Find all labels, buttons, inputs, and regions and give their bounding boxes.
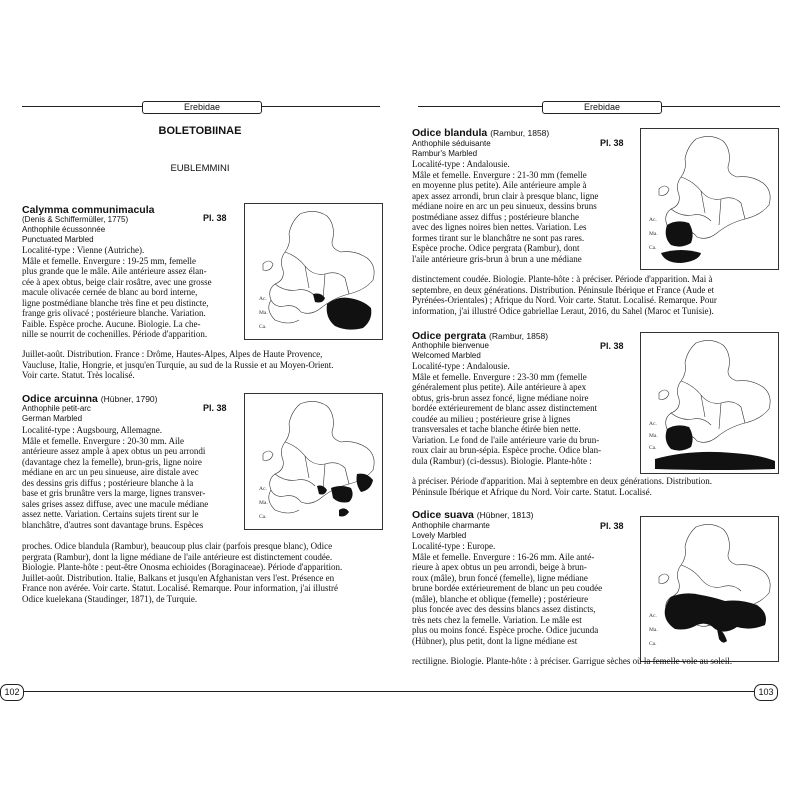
text-line: Espèce proche. Odice pergrata (Rambur), dont — [412, 243, 580, 253]
page-number-left: 102 — [0, 684, 24, 701]
distribution-map — [640, 128, 779, 270]
map-label-ca: Ca. — [649, 445, 657, 451]
english-name: Rambur's Marbled — [412, 149, 478, 158]
species-name: Odice arcuinna (Hübner, 1790) — [22, 393, 158, 405]
text-line: Faible. Espèce proche. Aucune. Biologie. La che- — [22, 318, 201, 329]
tribe-heading: EUBLEMMINI — [170, 163, 230, 174]
text-line: Mâle et femelle. Envergure : 16-26 mm. Aile anté- — [412, 551, 595, 562]
english-name: Welcomed Marbled — [412, 351, 481, 360]
text-line: Mâle et femelle. Envergure : 23-30 mm (femelle — [412, 371, 587, 382]
header-rule-left — [22, 106, 142, 107]
text-line: Pyrénées-Orientales) ; Afrique du Nord. Voir carte. Statut. Localisé. Remarque. Pour — [412, 295, 717, 305]
text-line: nille se nourrit de cochenilles. Période d'apparition. — [22, 329, 208, 339]
species-name: Odice pergrata (Rambur, 1858) — [412, 330, 549, 342]
text-line: généralement plus petite). Aile antérieure à apex — [412, 382, 587, 392]
species-body-narrow — [22, 245, 240, 340]
english-name: German Marbled — [22, 414, 83, 423]
running-header-left: Erebidae — [142, 101, 262, 114]
text-line: Voir carte. Statut. Très localisé. — [22, 370, 135, 380]
text-line: médiane en arc un peu sinueuse, aire distale avec — [22, 467, 199, 477]
map-label-ca: Ca. — [649, 245, 657, 251]
text-line: roux clair au brun-sépia. Espèce proche. Odice blan- — [412, 445, 602, 455]
text-line: dula (Rambur) (ci-dessus). Biologie. Plante-hôte : — [412, 455, 592, 466]
species-body-wide — [412, 656, 782, 667]
text-line: septembre, en deux générations. Distribution. Péninsule Ibérique et France (Aude et — [412, 284, 715, 295]
text-line: Biologie. Plante-hôte : peut-être Onosma echioides (Boraginaceae). Période d'apparition. — [22, 562, 343, 572]
text-line: Localité-type : Europe. — [412, 541, 496, 551]
europe-map-svg — [641, 129, 778, 269]
english-name: Punctuated Marbled — [22, 235, 94, 244]
text-line: Juillet-août. Distribution. Italie, Balkans et jusqu'en Afghanistan vers l'est. Présence en — [22, 572, 335, 583]
text-line: plus grande que le mâle. Aile antérieure assez élan- — [22, 266, 207, 276]
species-name: Calymma communimacula — [22, 204, 155, 216]
footer-rule-right — [400, 691, 754, 692]
species-author: (Denis & Schiffermüller, 1775) — [22, 215, 129, 224]
species-name: Odice blandula (Rambur, 1858) — [412, 127, 550, 139]
page-number-right: 103 — [754, 684, 778, 701]
text-line: macule olivacée cernée de blanc au bord interne, — [22, 287, 198, 297]
text-line: obtus, gris-brun assez foncé, ligne médiane noire — [412, 392, 589, 403]
species-body-narrow — [412, 361, 636, 466]
distribution-map — [640, 332, 779, 474]
text-line: Vaucluse, Italie, Hongrie, et jusqu'en Turquie, au sud de la Russie et au Moyen-Orient. — [22, 359, 334, 370]
map-label-ma: Ma. — [649, 231, 658, 237]
europe-map-svg — [245, 394, 382, 529]
text-line: Odice kuelekana (Staudinger, 1871), de Turquie. — [22, 593, 198, 604]
text-line: base et gris brunâtre vers la marge, lignes transver- — [22, 488, 206, 498]
right-page — [400, 0, 800, 800]
plate-ref: Pl. 38 — [203, 213, 227, 223]
text-line: frange gris olivacé ; postérieure blanche. Variation. — [22, 308, 206, 318]
text-line: (davantage chez la femelle), brun-gris, ligne noire — [22, 456, 202, 467]
footer-rule-left — [24, 691, 400, 692]
text-line: roux (mâle), brun foncé (femelle), ligne médiane — [412, 572, 588, 583]
map-label-ac: Ac. — [649, 613, 657, 619]
text-line: sales grises assez diffuse, avec une macule médiane — [22, 498, 209, 509]
text-line: information, j'ai illustré Odice gabriellae Leraut, 2016, du Sahel (Maroc et Tunisie). — [412, 305, 714, 316]
text-line: Péninsule Ibérique et Afrique du Nord. Voir carte. Statut. Localisé. — [412, 486, 652, 497]
map-label-ma: Ma. — [259, 310, 268, 316]
text-line: Localité-type : Andalousie. — [412, 159, 510, 169]
map-label-ma: Ma. — [649, 433, 658, 439]
english-name: Lovely Marbled — [412, 531, 467, 540]
running-header-right: Erebidae — [542, 101, 662, 114]
text-line: proches. Odice blandula (Rambur), beaucoup plus clair (parfois presque blanc), Odice — [22, 541, 333, 551]
french-name: Anthophile bienvenue — [412, 341, 489, 350]
species-name: Odice suava (Hübner, 1813) — [412, 509, 534, 521]
text-line: plus ou moins foncé. Espèce proche. Odice jucunda — [412, 625, 599, 635]
text-line: formes tirant sur le blanchâtre ne sont pas rares. — [412, 232, 585, 243]
text-line: Localité-type : Augsbourg, Allemagne. — [22, 425, 163, 435]
text-line: médiane noire en arc un peu sinueux, dessins bruns — [412, 201, 597, 211]
europe-map-svg — [641, 333, 778, 473]
plate-ref: Pl. 38 — [600, 138, 624, 148]
text-line: Mâle et femelle. Envergure : 21-30 mm (femelle — [412, 169, 587, 180]
header-rule-right — [662, 106, 780, 107]
text-line: assez nette. Variation. Certains sujets tirent sur le — [22, 509, 199, 519]
plate-ref: Pl. 38 — [600, 341, 624, 351]
text-line: postmédiane assez diffus ; postérieure blanche — [412, 211, 580, 222]
species-body-wide — [412, 274, 782, 316]
subfamily-heading: BOLETOBIINAE — [158, 125, 242, 137]
text-line: rectiligne. Biologie. Plante-hôte : à préciser. Garrigue sèches où la femelle vole au soleil. — [412, 656, 733, 666]
europe-map-svg — [245, 204, 382, 339]
text-line: très nets chez la femelle. Variation. Le mâle est — [412, 614, 582, 625]
species-body-narrow — [22, 425, 240, 530]
map-label-ca: Ca. — [649, 641, 657, 647]
text-line: antérieure assez ample à apex obtus un peu arrondi — [22, 446, 206, 456]
map-label-ca: Ca. — [259, 514, 267, 520]
distribution-map — [244, 393, 383, 530]
french-name: Anthophile charmante — [412, 521, 490, 530]
header-rule-right — [262, 106, 380, 107]
text-line: blanchâtre, d'autres sont davantage bruns. Espèces — [22, 519, 204, 530]
map-label-ma: Ma. — [649, 627, 658, 633]
text-line: brune bordée extérieurement de blanc un peu coudée — [412, 583, 603, 593]
europe-map-svg — [641, 517, 778, 661]
text-line: à préciser. Période d'apparition. Mai à septembre en deux générations. Distribution. — [412, 476, 713, 486]
text-line: coudée au milieu ; postérieure grise à lignes — [412, 413, 571, 424]
text-line: bordée extérieurement de blanc assez distinctement — [412, 403, 598, 413]
french-name: Anthophile écussonnée — [22, 225, 106, 234]
text-line: pergrata (Rambur), dont la ligne médiane de l'aile antérieure est distinctement coudée. — [22, 551, 333, 562]
map-label-ma: Ma. — [259, 500, 268, 506]
map-label-ac: Ac. — [649, 421, 657, 427]
species-body-wide — [412, 476, 782, 497]
text-line: Mâle et femelle. Envergure : 19-25 mm, femelle — [22, 255, 197, 266]
text-line: des dessins gris diffus ; postérieure blanche à la — [22, 477, 194, 488]
text-line: ligne postmédiane blanche très fine et peu distincte, — [22, 297, 209, 308]
species-body-wide — [22, 349, 382, 381]
text-line: transversales et tache blanche étirée bien nette. — [412, 424, 581, 434]
text-line: plus foncée avec des dessins blancs assez distincts, — [412, 604, 596, 614]
text-line: (mâle), blanche et oblique (femelle) ; postérieure — [412, 593, 589, 604]
map-label-ac: Ac. — [259, 486, 267, 492]
species-body-wide — [22, 541, 382, 604]
text-line: cée à apex obtus, beige clair rosâtre, avec une grosse — [22, 276, 212, 287]
map-label-ac: Ac. — [259, 296, 267, 302]
text-line: (Hübner), plus petit, dont la ligne médiane est — [412, 635, 578, 646]
plate-ref: Pl. 38 — [600, 521, 624, 531]
text-line: apex assez arrondi, brun clair à presque blanc, ligne — [412, 190, 599, 201]
text-line: l'aile antérieure gris-brun à brun a une médiane — [412, 253, 582, 264]
text-line: France non avérée. Voir carte. Statut. Localisé. Remarque. Pour information, j'ai illustré — [22, 583, 338, 593]
map-label-ca: Ca. — [259, 324, 267, 330]
french-name: Anthophile petit-arc — [22, 404, 91, 413]
text-line: distinctement coudée. Biologie. Plante-hôte : à préciser. Période d'apparition. Mai à — [412, 274, 713, 284]
text-line: avec des lignes noires bien nettes. Variation. Les — [412, 222, 587, 232]
text-line: en moyenne plus petite). Aile antérieure ample à — [412, 180, 587, 190]
text-line: Variation. Le fond de l'aile antérieure varie du brun- — [412, 434, 600, 445]
plate-ref: Pl. 38 — [203, 403, 227, 413]
text-line: Localité-type : Andalousie. — [412, 361, 510, 371]
text-line: Juillet-août. Distribution. France : Drôme, Hautes-Alpes, Alpes de Haute Provence, — [22, 349, 323, 359]
distribution-map — [640, 516, 779, 662]
species-body-narrow — [412, 541, 636, 646]
species-body-narrow — [412, 159, 636, 264]
map-label-ac: Ac. — [649, 217, 657, 223]
text-line: rieure à apex obtus un peu arrondi, beige à brun- — [412, 562, 587, 572]
text-line: Mâle et femelle. Envergure : 20-30 mm. Aile — [22, 435, 185, 446]
french-name: Anthophile séduisante — [412, 139, 491, 148]
text-line: Localité-type : Vienne (Autriche). — [22, 245, 145, 255]
header-rule-left — [418, 106, 542, 107]
distribution-map — [244, 203, 383, 340]
